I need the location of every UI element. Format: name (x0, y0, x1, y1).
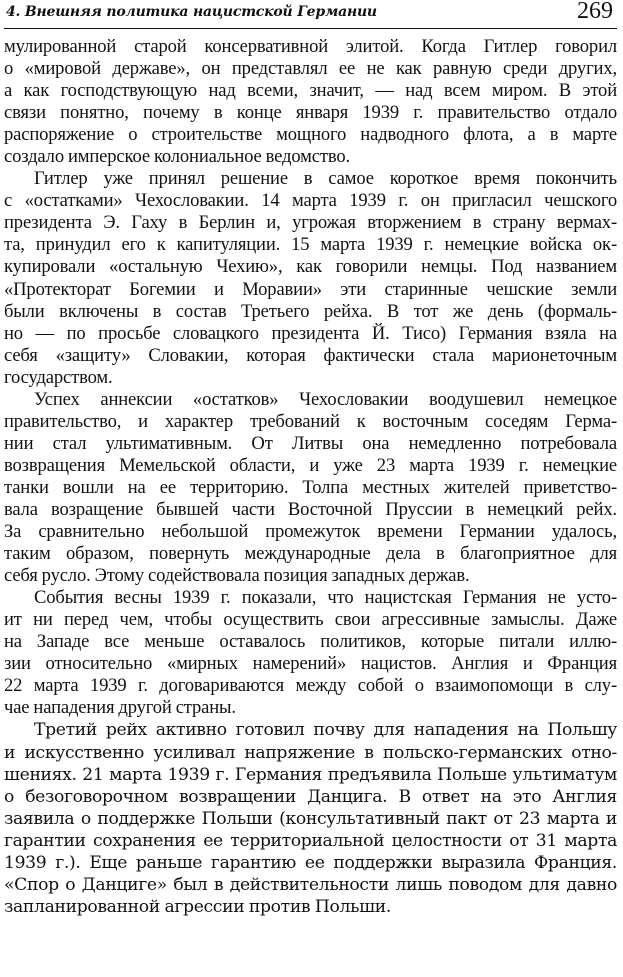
text-line: распоряжение о строительстве мощного надводного флота, а в марте (4, 124, 617, 146)
text-line: создало имперское колониальное ведомство. (4, 146, 350, 168)
text-line: себя «защиту» Словакии, которая фактически стала марионеточным (4, 344, 617, 366)
text-line: та, принудил его к капитуляции. 15 марта 1939 г. немецкие войска ок- (4, 234, 617, 256)
text-line: а как господствующую над всеми, значит, — над всем миром. В этой (4, 80, 617, 102)
text-line: чае нападения другой страны. (4, 697, 236, 719)
text-line: государством. (4, 366, 113, 388)
text-line: возвращения Мемельской области, и уже 23 марта 1939 г. немецкие (4, 454, 617, 476)
page-header (4, 0, 617, 29)
text-line: зии относительно «мирных намерений» нацистов. Англия и Франция (4, 653, 617, 675)
text-line: ит ни перед чем, чтобы осуществить свои агрессивные замыслы. Даже (4, 609, 617, 631)
text-line: мулированной старой консервативной элитой. Когда Гитлер говорил (4, 36, 617, 57)
text-line: на Западе все меньше оставалось политиков, которые питали иллю- (4, 631, 617, 653)
text-line: купировали «остальную Чехию», как говорили немцы. Под названием (4, 256, 617, 278)
text-line: правительство, и характер требований к восточным соседям Герма- (4, 410, 617, 432)
paragraph (4, 389, 617, 587)
text-line: запланированной агрессии против Польши. (4, 896, 391, 917)
paragraph (4, 719, 617, 917)
text-line: гарантии сохранения ее территориальной целостности от 31 марта (4, 830, 617, 851)
text-line: но — по просьбе словацкого президента Й. Тисо) Германия взяла на (4, 322, 617, 344)
text-line: с «остатками» Чехословакии. 14 марта 1939 г. он пригласил чешского (4, 190, 617, 212)
text-line: События весны 1939 г. показали, что нацистская Германия не усто- (34, 587, 617, 609)
text-line: о безоговорочном возвращении Данцига. В ответ на это Англия (4, 786, 617, 807)
text-line: «Спор о Данциге» был в действительности лишь поводом для давно (4, 874, 617, 895)
text-line: себя русло. Этому содействовала позиция западных держав. (4, 565, 470, 587)
text-line: шениях. 21 марта 1939 г. Германия предъявила Польше ультиматум (4, 764, 617, 785)
paragraph (4, 587, 617, 719)
text-line: нии стал ультимативным. От Литвы она немедленно потребовала (4, 432, 617, 454)
text-line: связи понятно, почему в конце января 1939 г. правительство отдало (4, 102, 617, 124)
text-line: Успех аннексии «остатков» Чехословакии воодушевил немецкое (34, 388, 617, 410)
running-title: 4. Внешняя политика нацистской Германии (6, 4, 377, 20)
page-number: 269 (577, 0, 613, 24)
text-line: президента Э. Гаху в Берлин и, угрожая вторжением в страну вермах- (4, 212, 617, 234)
text-line: о «мировой державе», он представлял ее не как равную среди других, (4, 58, 617, 80)
text-line: «Протекторат Богемии и Моравии» эти старинные чешские земли (4, 278, 617, 300)
text-line: и искусственно усиливал напряжение в польско-германских отно- (4, 742, 617, 763)
text-line: были включены в состав Третьего рейха. В тот же день (формаль- (4, 300, 617, 322)
body-text (4, 36, 617, 918)
text-line: таким образом, повернуть международные дела в благоприятное для (4, 543, 617, 565)
text-line: заявила о поддержке Польши (консультативный пакт от 23 марта и (4, 808, 617, 829)
text-line: 22 марта 1939 г. договариваются между собой о взаимопомощи в слу- (4, 675, 617, 697)
text-line: танки вошли на ее территорию. Толпа местных жителей приветство- (4, 476, 617, 498)
text-line: 1939 г.). Еще раньше гарантию ее поддержки выразила Франция. (4, 852, 617, 873)
paragraph (4, 168, 617, 388)
paragraph (4, 36, 617, 168)
text-line: За сравнительно небольшой промежуток времени Германии удалось, (4, 521, 617, 543)
text-line: Третий рейх активно готовил почву для нападения на Польшу (34, 720, 617, 741)
text-line: Гитлер уже принял решение в самое короткое время покончить (34, 168, 617, 190)
text-line: вала возращение бывшей части Восточной Пруссии в немецкий рейх. (4, 498, 617, 520)
